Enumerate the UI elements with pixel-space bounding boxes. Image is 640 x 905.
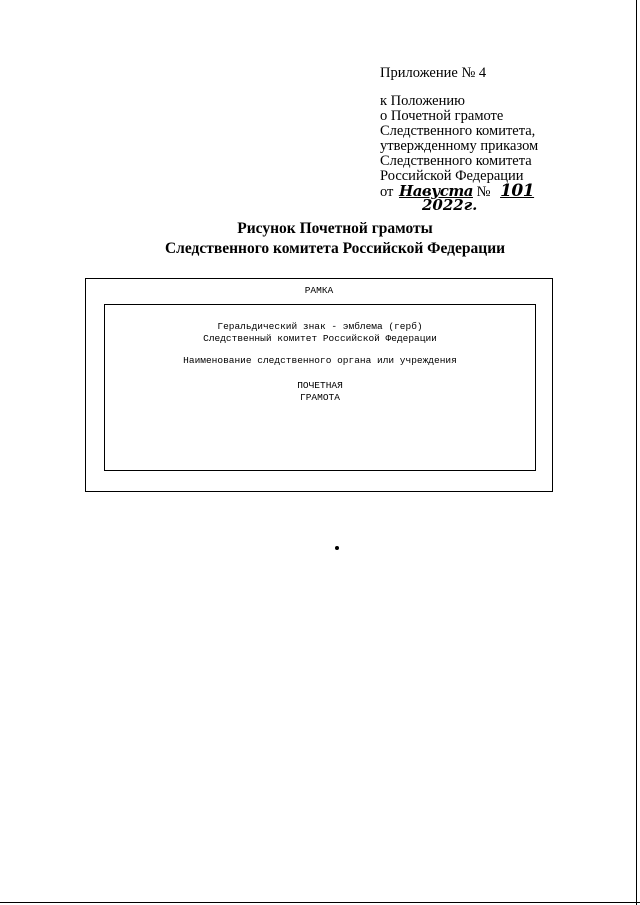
heading-line: Следственного комитета Российской Федерации	[164, 240, 506, 257]
document-heading	[0, 219, 640, 259]
handwritten-date: Навуста	[399, 182, 473, 200]
certificate-frame-inner	[104, 304, 536, 471]
number-label: №	[476, 184, 491, 200]
committee-line: Следственный комитет Российской Федерации	[203, 333, 437, 344]
appendix-line: Следственного комитета	[380, 153, 532, 169]
emblem-line: Геральдический знак - эмблема (герб)	[217, 321, 423, 332]
organ-line: Наименование следственного органа или учреждения	[183, 355, 457, 366]
handwritten-number: 101	[500, 181, 535, 201]
appendix-line: о Почетной грамоте	[380, 108, 504, 124]
frame-label: РАМКА	[304, 285, 334, 296]
certificate-frame-outer	[85, 278, 553, 492]
appendix-line: Следственного комитета,	[380, 123, 536, 139]
scan-edge-line	[636, 0, 637, 905]
certificate-title-line: ПОЧЕТНАЯ	[297, 380, 343, 391]
stray-dot	[335, 546, 339, 550]
certificate-title-line: ГРАМОТА	[300, 392, 340, 403]
heading-line: Рисунок Почетной грамоты	[237, 220, 433, 237]
appendix-line: утвержденному приказом	[380, 138, 539, 154]
date-prefix: от	[380, 184, 394, 200]
order-date-line	[380, 181, 538, 201]
handwritten-year: 2022г.	[422, 196, 478, 214]
appendix-line: к Положению	[380, 93, 465, 109]
scan-edge-line	[0, 902, 640, 903]
appendix-block	[380, 66, 538, 213]
appendix-title: Приложение № 4	[380, 65, 487, 81]
appendix-line: Российской Федерации	[380, 168, 524, 184]
